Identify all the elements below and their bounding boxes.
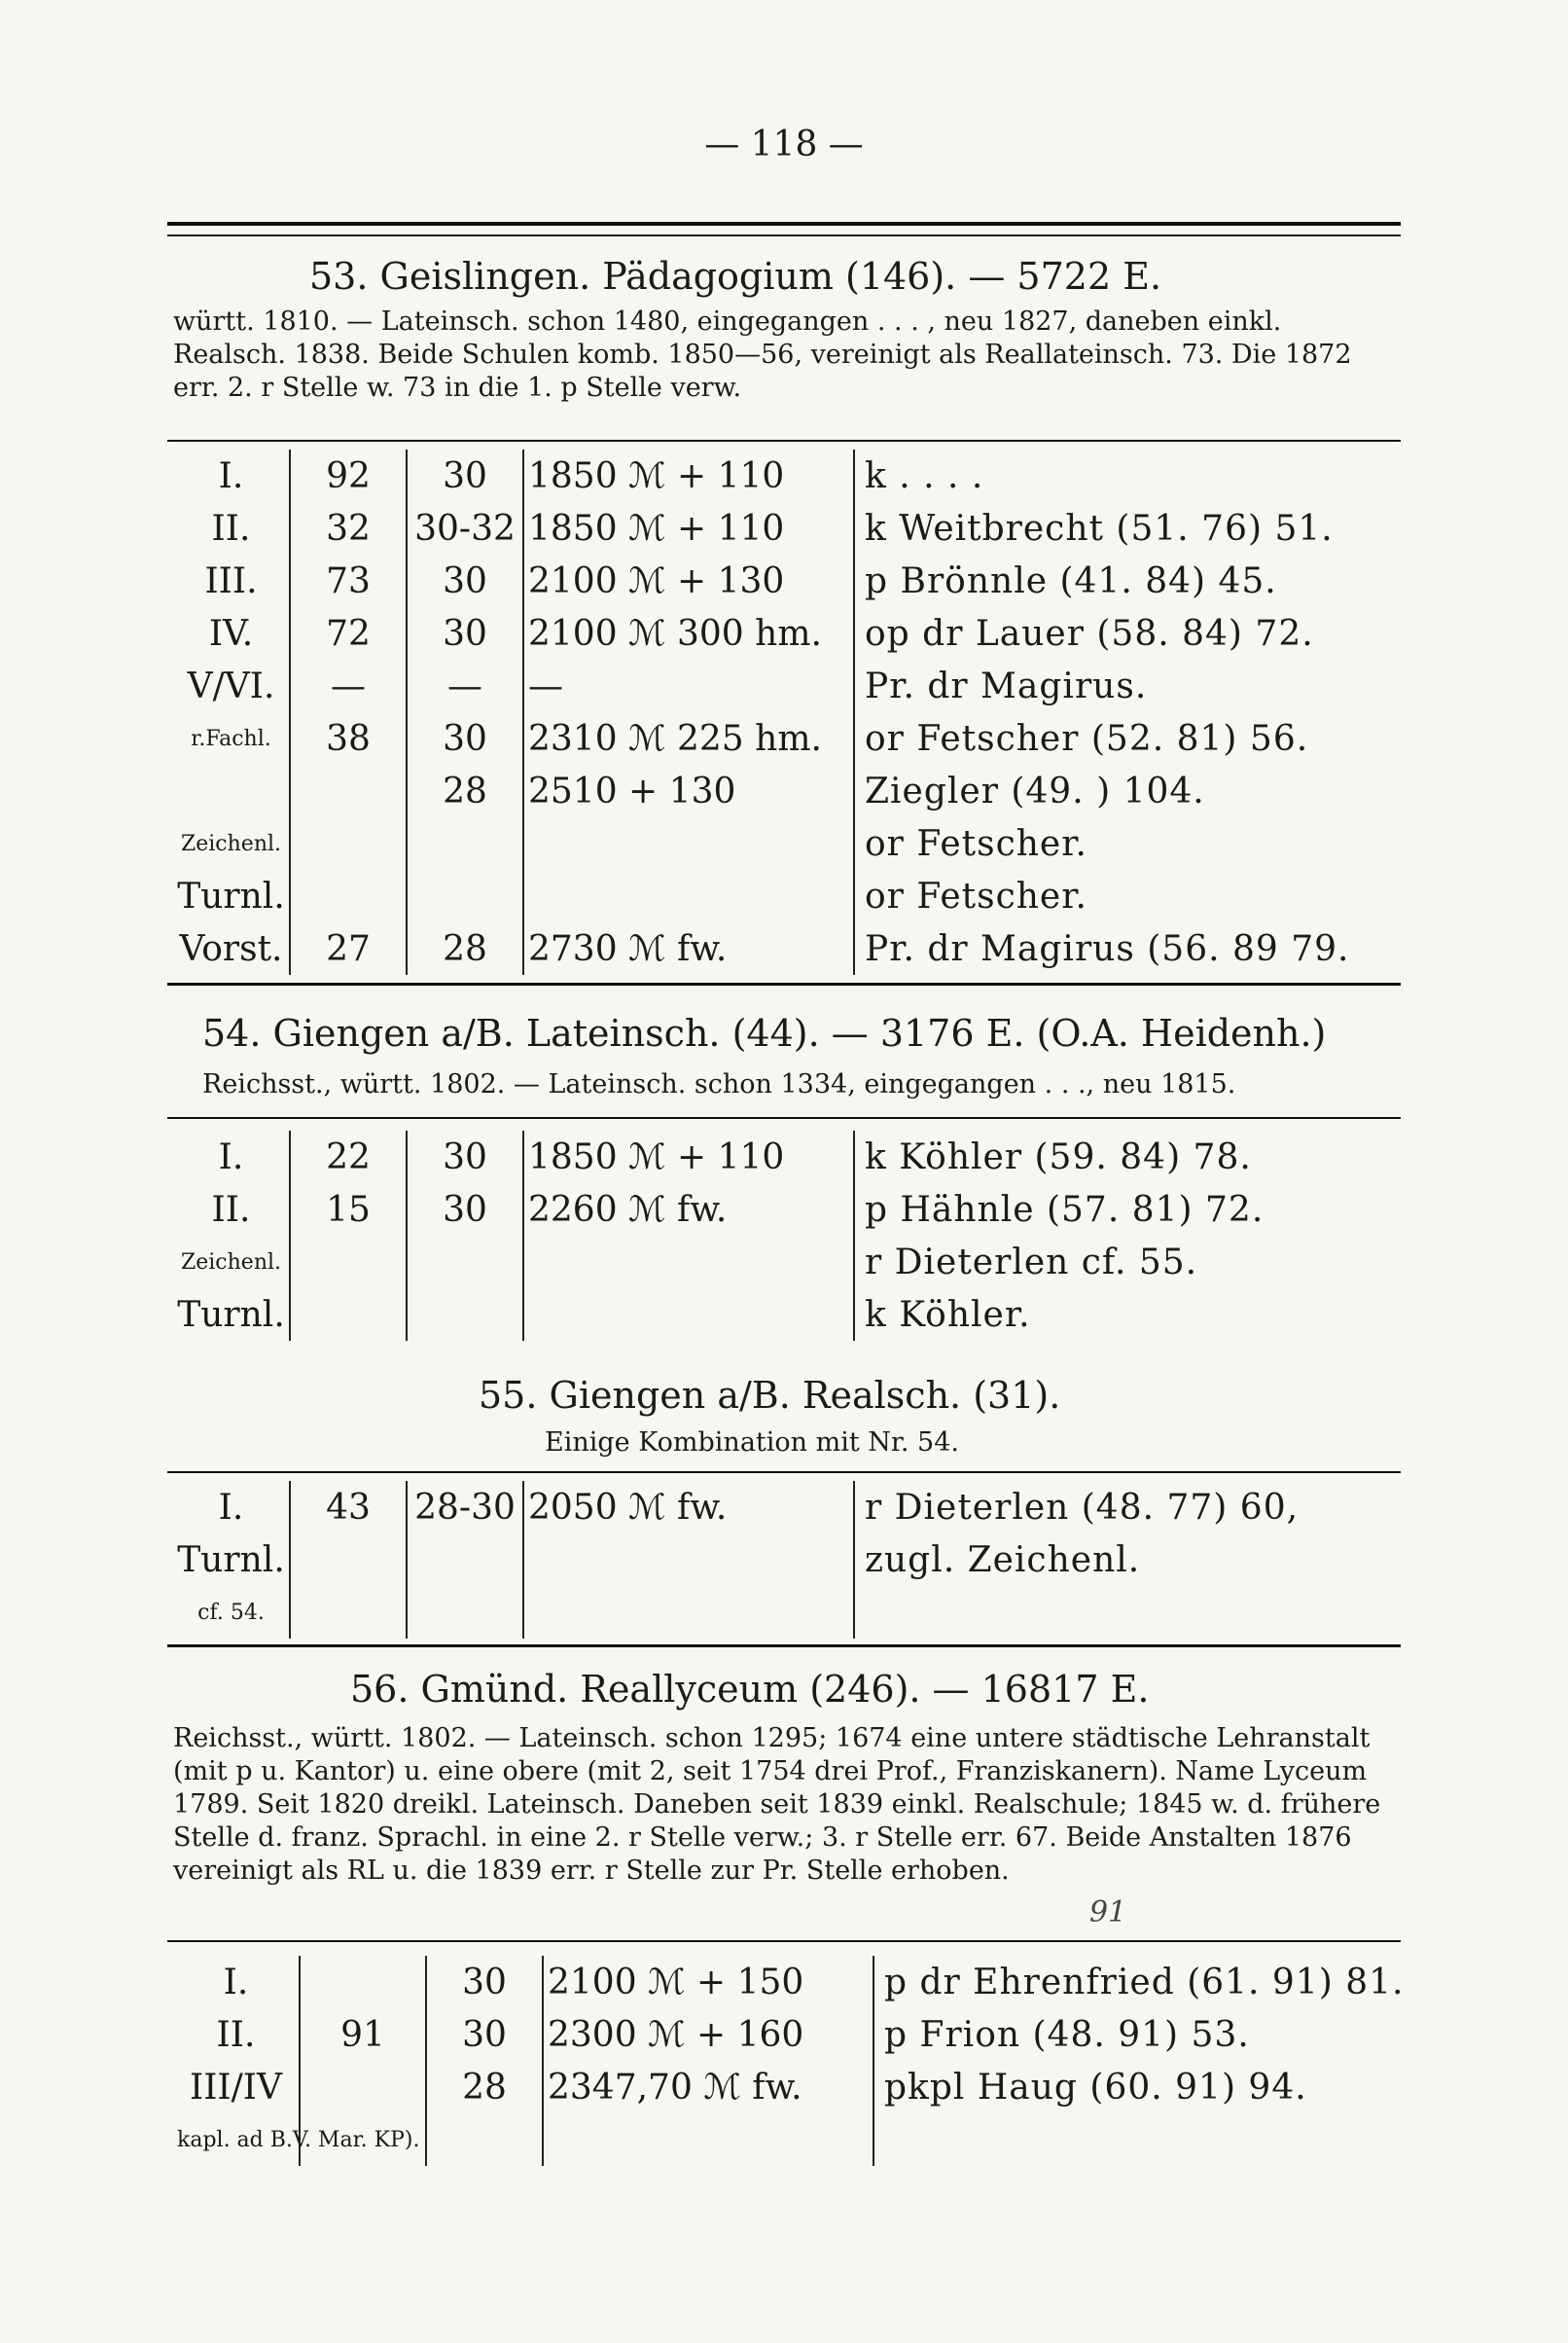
class-cell — [173, 765, 290, 817]
teacher-cell: or Fetscher (52. 81) 56. — [865, 718, 1309, 759]
sec55-table — [173, 1481, 1399, 1639]
salary-cell — [523, 1236, 854, 1288]
sec56-rule — [167, 1644, 1401, 1647]
teacher-cell: k Köhler. — [865, 1294, 1031, 1335]
hours-cell — [407, 1586, 523, 1639]
table-row — [173, 2061, 1399, 2113]
hours-cell: 30 — [407, 712, 523, 765]
class-cell: II. — [173, 502, 290, 555]
pupils-cell — [290, 1586, 407, 1639]
salary-cell: — — [523, 660, 854, 712]
pupils-cell: 72 — [290, 607, 407, 660]
page-number: — 118 — — [704, 125, 864, 164]
teacher-cell — [873, 2113, 1399, 2166]
teacher-cell: or Fetscher. — [865, 876, 1087, 917]
table-row — [173, 660, 1399, 712]
class-cell: III. — [173, 555, 290, 607]
table-row — [173, 870, 1399, 922]
pupils-cell — [290, 1236, 407, 1288]
class-cell: II. — [173, 1183, 290, 1236]
sec56-title: 56. Gmünd. Reallyceum (246). — 16817 E. — [350, 1668, 1150, 1711]
salary-cell: 2347,70 ℳ fw. — [543, 2061, 873, 2113]
sec55-title: 55. Giengen a/B. Realsch. (31). — [479, 1374, 1061, 1417]
teacher-cell: pkpl Haug (60. 91) 94. — [884, 2067, 1307, 2108]
hours-cell — [407, 870, 523, 922]
sec56-table-rule — [167, 1940, 1401, 1942]
salary-cell: 2510 + 130 — [523, 765, 854, 817]
pupils-cell — [290, 870, 407, 922]
table-row — [173, 817, 1399, 870]
class-cell: Zeichenl. — [173, 1236, 290, 1288]
table-row — [173, 1533, 1399, 1586]
table-row — [173, 765, 1399, 817]
pupils-cell — [290, 1533, 407, 1586]
class-cell: III/IV — [173, 2061, 300, 2113]
table-row — [173, 450, 1399, 502]
hours-cell: 28 — [426, 2061, 543, 2113]
sec56-handwritten-annotation: 91 — [1089, 1895, 1127, 1929]
salary-cell: 2100 ℳ + 130 — [523, 555, 854, 607]
teacher-cell: k Weitbrecht (51. 76) 51. — [865, 508, 1334, 549]
header-double-rule — [167, 222, 1401, 236]
table-row — [173, 607, 1399, 660]
teacher-cell: p Frion (48. 91) 53. — [884, 2014, 1250, 2055]
table-row — [173, 1288, 1399, 1341]
teacher-cell: p Hähnle (57. 81) 72. — [865, 1189, 1265, 1230]
salary-cell: 1850 ℳ + 110 — [523, 450, 854, 502]
hours-cell: 28 — [407, 765, 523, 817]
salary-cell — [543, 2113, 873, 2166]
teacher-cell: Ziegler (49. ) 104. — [865, 771, 1205, 811]
class-cell: I. — [173, 1956, 300, 2008]
sec55-subtitle: Einige Kombination mit Nr. 54. — [545, 1427, 959, 1458]
teacher-cell: or Fetscher. — [865, 823, 1087, 864]
salary-cell: 1850 ℳ + 110 — [523, 1131, 854, 1183]
sec56-table — [173, 1956, 1405, 2166]
salary-cell — [523, 1288, 854, 1341]
table-row — [173, 1236, 1399, 1288]
sec53-note: württ. 1810. — Lateinsch. schon 1480, eingegangen . . . , neu 1827, daneben einkl. Realsch. 1838. Beide Schulen komb. 1850—56, vereinigt als Reallateinsch. 73. Die 1872 err. 2. r Stelle w. 73 in die 1. p Stelle verw. — [173, 306, 1352, 403]
class-cell: IV. — [173, 607, 290, 660]
hours-cell — [407, 1533, 523, 1586]
sec54-title: 54. Giengen a/B. Lateinsch. (44). — 3176 E. (O.A. Heidenh.) — [202, 1012, 1327, 1055]
class-cell: r.Fachl. — [173, 712, 290, 765]
hours-cell — [407, 1288, 523, 1341]
table-row — [173, 922, 1399, 975]
sec53-table — [173, 450, 1399, 975]
hours-cell: 30 — [407, 555, 523, 607]
hours-cell: 30 — [407, 450, 523, 502]
sec56-note: Reichsst., württ. 1802. — Lateinsch. schon 1295; 1674 eine untere städtische Lehranstalt (mit p u. Kantor) u. eine obere (mit 2, seit 1754 drei Prof., Franziskanern). Name Lyceum 1789. Seit 1820 dreikl. Lateinsch. Daneben seit 1839 einkl. Realschule; 1845 w. d. frühere Stelle d. franz. Sprachl. in eine 2. r Stelle verw.; 3. r Stelle err. 67. Beide Anstalten 1876 vereinigt als RL u. die 1839 err. r Stelle zur Pr. Stelle erhoben. — [173, 1723, 1381, 1886]
teacher-cell: r Dieterlen cf. 55. — [865, 1242, 1198, 1282]
salary-cell — [523, 870, 854, 922]
class-cell: kapl. ad B.V. Mar. KP). — [173, 2113, 300, 2166]
table-row — [173, 2113, 1399, 2166]
table-row — [173, 1481, 1399, 1533]
table-row — [173, 502, 1399, 555]
pupils-cell: 91 — [300, 2008, 426, 2061]
class-cell: Turnl. — [173, 1533, 290, 1586]
sec53-rule — [167, 440, 1401, 442]
sec54-table-rule — [167, 1117, 1401, 1119]
table-row — [173, 1956, 1399, 2008]
teacher-cell: r Dieterlen (48. 77) 60, — [865, 1487, 1300, 1528]
hours-cell — [426, 2113, 543, 2166]
salary-cell: 2730 ℳ fw. — [523, 922, 854, 975]
teacher-cell: zugl. Zeichenl. — [865, 1539, 1141, 1580]
teacher-cell: Pr. dr Magirus (56. 89 79. — [865, 928, 1350, 969]
class-cell: I. — [173, 1131, 290, 1183]
pupils-cell: 38 — [290, 712, 407, 765]
salary-cell: 1850 ℳ + 110 — [523, 502, 854, 555]
hours-cell — [407, 1236, 523, 1288]
salary-cell: 2310 ℳ 225 hm. — [523, 712, 854, 765]
pupils-cell — [300, 2061, 426, 2113]
class-cell: Vorst. — [173, 922, 290, 975]
hours-cell: 30 — [426, 1956, 543, 2008]
hours-cell: 30-32 — [407, 502, 523, 555]
hours-cell: 28 — [407, 922, 523, 975]
hours-cell: — — [407, 660, 523, 712]
salary-cell: 2050 ℳ fw. — [523, 1481, 854, 1533]
pupils-cell — [290, 817, 407, 870]
hours-cell: 28-30 — [407, 1481, 523, 1533]
teacher-cell: k Köhler (59. 84) 78. — [865, 1136, 1252, 1177]
sec54-rule — [167, 983, 1401, 986]
teacher-cell: p Brönnle (41. 84) 45. — [865, 560, 1277, 601]
pupils-cell: 92 — [290, 450, 407, 502]
pupils-cell: 27 — [290, 922, 407, 975]
pupils-cell: 43 — [290, 1481, 407, 1533]
table-row — [173, 1131, 1399, 1183]
class-cell: II. — [173, 2008, 300, 2061]
hours-cell: 30 — [407, 1131, 523, 1183]
teacher-cell: Pr. dr Magirus. — [865, 666, 1148, 706]
table-row — [173, 555, 1399, 607]
table-row — [173, 2008, 1399, 2061]
teacher-cell: op dr Lauer (58. 84) 72. — [865, 613, 1314, 654]
table-row — [173, 1183, 1399, 1236]
hours-cell: 30 — [407, 607, 523, 660]
hours-cell: 30 — [407, 1183, 523, 1236]
pupils-cell: 32 — [290, 502, 407, 555]
hours-cell: 30 — [426, 2008, 543, 2061]
sec54-note: Reichsst., württ. 1802. — Lateinsch. schon 1334, eingegangen . . ., neu 1815. — [202, 1069, 1236, 1099]
table-row — [173, 712, 1399, 765]
sec54-table — [173, 1131, 1399, 1341]
hours-cell — [407, 817, 523, 870]
salary-cell: 2100 ℳ 300 hm. — [523, 607, 854, 660]
pupils-cell: 73 — [290, 555, 407, 607]
class-cell: Turnl. — [173, 870, 290, 922]
pupils-cell: — — [290, 660, 407, 712]
pupils-cell — [290, 765, 407, 817]
salary-cell: 2300 ℳ + 160 — [543, 2008, 873, 2061]
class-cell: I. — [173, 450, 290, 502]
table-row — [173, 1586, 1399, 1639]
salary-cell — [523, 1533, 854, 1586]
pupils-cell: 15 — [290, 1183, 407, 1236]
teacher-cell: k . . . . — [865, 455, 984, 496]
pupils-cell: 22 — [290, 1131, 407, 1183]
class-cell: Zeichenl. — [173, 817, 290, 870]
salary-cell — [523, 817, 854, 870]
class-cell: I. — [173, 1481, 290, 1533]
pupils-cell — [300, 1956, 426, 2008]
salary-cell — [523, 1586, 854, 1639]
teacher-cell: p dr Ehrenfried (61. 91) 81. — [884, 1962, 1405, 2002]
teacher-cell — [854, 1586, 1399, 1639]
class-cell: Turnl. — [173, 1288, 290, 1341]
salary-cell: 2260 ℳ fw. — [523, 1183, 854, 1236]
pupils-cell — [290, 1288, 407, 1341]
class-cell: V/VI. — [173, 660, 290, 712]
sec55-table-rule — [167, 1471, 1401, 1473]
sec53-title: 53. Geislingen. Pädagogium (146). — 5722 E. — [309, 255, 1162, 298]
class-cell: cf. 54. — [173, 1586, 290, 1639]
salary-cell: 2100 ℳ + 150 — [543, 1956, 873, 2008]
